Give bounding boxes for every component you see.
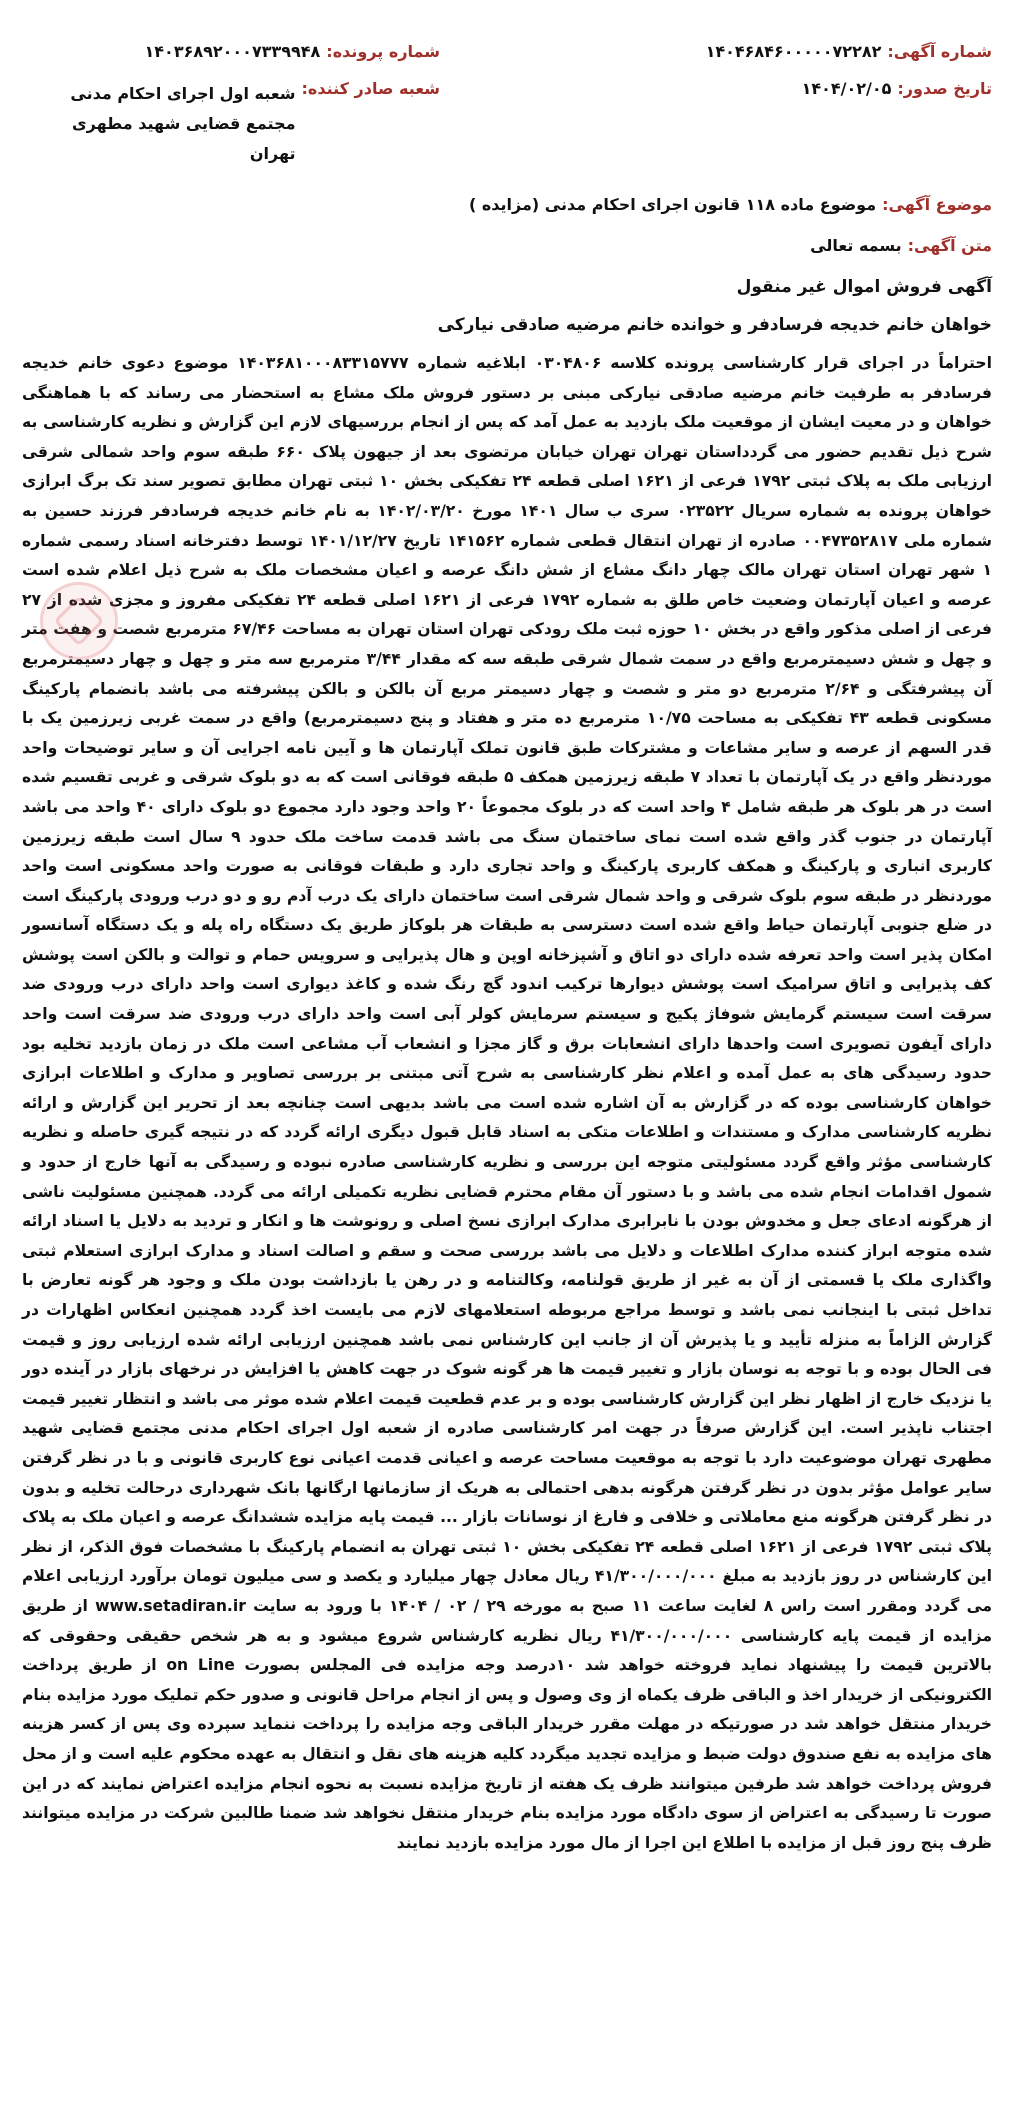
issue-date-value: ۱۴۰۴/۰۲/۰۵	[801, 79, 892, 98]
notice-text-label: متن آگهی:	[907, 236, 992, 255]
issue-date-label: تاریخ صدور:	[897, 79, 992, 98]
subject-value: موضوع ماده ۱۱۸ قانون اجرای احکام مدنی (مزایده )	[468, 195, 877, 214]
issuing-branch-value: شعبه اول اجرای احکام مدنی مجتمع قضایی شهید مطهری تهران	[70, 84, 296, 163]
notice-number-value: ۱۴۰۴۶۸۴۶۰۰۰۰۰۷۲۲۸۲	[705, 42, 882, 61]
notice-number	[452, 42, 992, 61]
notice-text-header	[22, 236, 992, 255]
notice-subject	[22, 195, 992, 214]
subject-label: موضوع آگهی:	[882, 195, 992, 214]
issue-date	[452, 79, 992, 169]
issuing-branch	[22, 79, 440, 169]
notice-text-value: بسمه تعالی	[810, 236, 902, 255]
notice-body: احتراماً در اجرای قرار کارشناسی پرونده کلاسه ۰۳۰۴۸۰۶ ابلاغیه شماره ۱۴۰۳۶۸۱۰۰۰۸۳۳۱۵۷۷۷ موضوع دعوی خانم خدیجه فرسادفر به طرفیت خانم مرضیه صادقی نیارکی مبنی بر دستور فروش ملک مشاع به استحضار می رساند که با هماهنگی خواهان و در معیت ایشان از موقعیت ملک بازدید به عمل آمد که پس از انجام بررسیهای لازم این گزارش و نظریه کارشناسی به شرح ذیل تقدیم حضور می گردداستان تهران تهران خیابان مرتضوی بعد از جیهون پلاک ۶۶۰ طبقه سوم واحد شمالی شرقی ارزیابی ملک به پلاک ثبتی ۱۷۹۲ فرعی از ۱۶۲۱ اصلی قطعه ۲۴ تفکیکی بخش ۱۰ ثبتی تهران مطابق تصویر سند تک برگ ابرازی خواهان پرونده به شماره سریال ۰۲۳۵۲۲ سری ب سال ۱۴۰۱ مورخ ۱۴۰۲/۰۳/۲۰ به نام خانم خدیجه فرسادفر فرزند حسین به شماره ملی ۰۰۴۷۳۵۲۸۱۷ صادره از تهران انتقال قطعی شماره ۱۴۱۵۶۲ تاریخ ۱۴۰۱/۱۲/۲۷ توسط دفترخانه اسناد رسمی شماره ۱ شهر تهران استان تهران مالک چهار دانگ مشاع از شش دانگ عرصه و اعیان مشخصات ملک به شرح ذیل اعلام شده است عرصه و اعیان آپارتمان وضعیت خاص طلق به شماره ۱۷۹۲ فرعی از ۱۶۲۱ اصلی قطعه ۲۴ تفکیکی مفروز و مجزی شده از ۲۷ فرعی از اصلی مذکور واقع در بخش ۱۰ حوزه ثبت ملک رودکی تهران استان تهران به مساحت ۶۷/۴۶ مترمربع شصت و هفت متر و چهل و شش دسیمترمربع واقع در سمت شمال شرقی طبقه سه که مقدار ۳/۴۴ مترمربع سه متر و چهل و چهار دسیمترمربع آن پیشرفتگی و ۲/۶۴ مترمربع دو متر و شصت و چهار دسیمتر مربع آن بالکن و بالکن پیشرفته می باشد بانضمام پارکینگ مسکونی قطعه ۴۳ تفکیکی به مساحت ۱۰/۷۵ مترمربع ده متر و هفتاد و پنج دسیمترمربع) واقع در سمت غربی زیرزمین یک با قدر السهم از عرصه و سایر مشاعات و مشترکات طبق قانون تملک آپارتمان ها و آیین نامه اجرایی آن و سایر توضیحات واحد موردنظر واقع در یک آپارتمان با تعداد ۷ طبقه زیرزمین همکف ۵ طبقه فوقانی است که به دو بلوک شرقی و غربی تقسیم شده است در هر بلوک هر طبقه شامل ۴ واحد است که در بلوک مجموعاً ۲۰ واحد وجود دارد مجموع دو بلوک دارای ۴۰ واحد می باشد آپارتمان در جنوب گذر واقع شده است نمای ساختمان سنگ می باشد قدمت ساخت ملک حدود ۹ سال است طبقه زیرزمین کاربری انباری و پارکینگ و همکف کاربری پارکینگ و واحد تجاری دارد و طبقات فوقانی به صورت واحد مسکونی است واحد موردنظر در طبقه سوم بلوک شرقی و واحد شمال شرقی است ساختمان دارای یک درب آدم رو و دو درب ورودی پارکینگ است در ضلع جنوبی آپارتمان حیاط واقع شده است دسترسی به طبقات هر بلوکاز طریق یک دستگاه راه پله و یک دستگاه آسانسور امکان پذیر است واحد تعرفه شده دارای دو اتاق و آشپزخانه اوپن و هال پذیرایی و سرویس حمام و توالت و بالکن است پوشش کف پذیرایی و اتاق سرامیک است پوشش دیوارها ترکیب اندود گچ رنگ شده و کاغذ دیواری است واحد دارای درب ورودی ضد سرقت است سیستم گرمایش شوفاژ پکیج و سیستم سرمایش کولر آبی است واحد دارای درب ورودی ضد سرقت است واحد دارای آیفون تصویری است واحدها دارای انشعابات برق و گاز مجزا و انشعاب آب مشاعی است ملک در زمان بازدید تخلیه بود حدود رسیدگی های به عمل آمده و اعلام نظر کارشناسی به شرح آتی مبتنی بر بررسی تصاویر و مدارک و اطلاعات ابرازی خواهان کارشناسی بوده که در گزارش به آن اشاره شده است می باشد بدیهی است چنانچه بعد از تحریر این گزارش و ارائه نظریه کارشناسی مدارک و مستندات و اطلاعات متکی به اسناد قابل قبول دیگری ارائه گردد که در نتیجه گیری حاصله و نظریه کارشناسی مؤثر واقع گردد مسئولیتی متوجه این بررسی و نظریه کارشناسی صادره نبوده و رسیدگی به آنها خارج از حدود و شمول اقدامات انجام شده می باشد و با دستور آن مقام محترم قضایی نظریه تکمیلی ارائه می گردد. همچنین مسئولیت ناشی از هرگونه ادعای جعل و مخدوش بودن با نابرابری مدارک ابرازی نسخ اصلی و رونوشت ها و انکار و تردید به دلایل یا اسناد ارائه شده متوجه ابراز کننده مدارک اطلاعات و دلایل می باشد بررسی صحت و سقم و اصالت اسناد و مدارک ابرازی استعلام ثبتی واگذاری ملک یا قسمتی از آن به غیر از طریق قولنامه، وکالتنامه و در رهن یا بازداشت بودن ملک و وجود هر گونه تعارض با تداخل ثبتی با اینجانب نمی باشد و توسط مراجع مربوطه استعلامهای لازم می بایست اخذ گردد همچنین انعکاس اظهارات در گزارش الزاماً به منزله تأیید و یا پذیرش آن از جانب این کارشناس نمی باشد همچنین ارزیابی ارائه شده ارزیابی روز و قیمت فی الحال بوده و با توجه به نوسان بازار و تغییر قیمت ها هر گونه شوک در جهت کاهش یا افزایش در نرخهای بازار در آینده دور یا نزدیک خارج از اظهار نظر این گزارش کارشناسی بوده و بر عدم قطعیت قیمت اعلام شده موثر می باشد و انتظار تغییر قیمت اجتناب ناپذیر است. این گزارش صرفاً در جهت امر کارشناسی صادره از شعبه اول اجرای احکام مدنی مجتمع قضایی شهید مطهری تهران موضوعیت دارد با توجه به موقعیت مساحت عرصه و اعیانی قدمت اعیانی نوع کاربری قانونی و با در نظر گرفتن سایر عوامل مؤثر بدون در نظر گرفتن هرگونه بدهی احتمالی به هریک از سازمانها ارگانها بانک شهرداری درحالت تخلیه و بدون در نظر گرفتن هرگونه منع معاملاتی و خلافی و فارغ از نوسانات بازار ... قیمت پایه مزایده ششدانگ عرصه و اعیان ملک به پلاک پلاک ثبتی ۱۷۹۲ فرعی از ۱۶۲۱ اصلی قطعه ۲۴ تفکیکی بخش ۱۰ ثبتی تهران به انضمام پارکینگ با مشخصات فوق الذکر، از نظر این کارشناس در روز بازدید به مبلغ ۴۱/۳۰۰/۰۰۰/۰۰۰ ریال معادل چهار میلیارد و یکصد و سی میلیون تومان برآورد ارزیابی اعلام می گردد ومقرر است راس ۸ لغایت ساعت ۱۱ صبح به مورخه ۲۹ / ۰۲ / ۱۴۰۴ با ورود به سایت www.setadiran.ir از طریق مزایده از قیمت پایه کارشناسی ۴۱/۳۰۰/۰۰۰/۰۰۰ ریال نظریه کارشناس شروع میشود و به هر شخص حقیقی وحقوقی که بالاترین قیمت را پیشنهاد نماید فروخته خواهد شد ۱۰درصد وجه مزایده فی المجلس بصورت on Line از طریق پرداخت الکترونیکی از خریدار اخذ و الباقی ظرف یکماه از وی وصول و پس از انجام مراحل قانونی و صدور حکم تملیک مورد مزایده بنام خریدار منتقل خواهد شد در صورتیکه در مهلت مقرر خریدار الباقی وجه مزایده را پرداخت ننماید سپرده وی پس از کسر هزینه های مزایده به نفع صندوق دولت ضبط و مزایده تجدید میگردد کلیه هزینه های نقل و انتقال به عهده محکوم علیه است و از محل فروش پرداخت خواهد شد طرفین میتوانند ظرف یک هفته از تاریخ مزایده نسبت به نحوه انجام مزایده اعتراض نمایند که در این صورت تا رسیدگی به اعتراض از سوی دادگاه مورد مزایده بنام خریدار منتقل نخواهد شد ضمنا طالبین شرکت در مزایده میتوانند ظرف پنج روز قبل از مزایده با اطلاع این اجرا از مال مورد مزایده بازدید نمایند	[22, 354, 993, 1852]
notice-number-label: شماره آگهی:	[887, 42, 992, 61]
notice-parties: خواهان خانم خدیجه فرسادفر و خوانده خانم مرضیه صادقی نیارکی	[437, 315, 992, 335]
case-number-label: شماره پرونده:	[326, 42, 440, 61]
court-seal-watermark-icon	[40, 582, 118, 660]
notice-meta	[22, 42, 992, 169]
case-number	[22, 42, 440, 61]
issuing-branch-label: شعبه صادر کننده:	[301, 79, 440, 98]
case-number-value: ۱۴۰۳۶۸۹۲۰۰۰۷۳۳۹۹۴۸	[144, 42, 321, 61]
notice-title: آگهی فروش اموال غیر منقول	[736, 277, 992, 297]
